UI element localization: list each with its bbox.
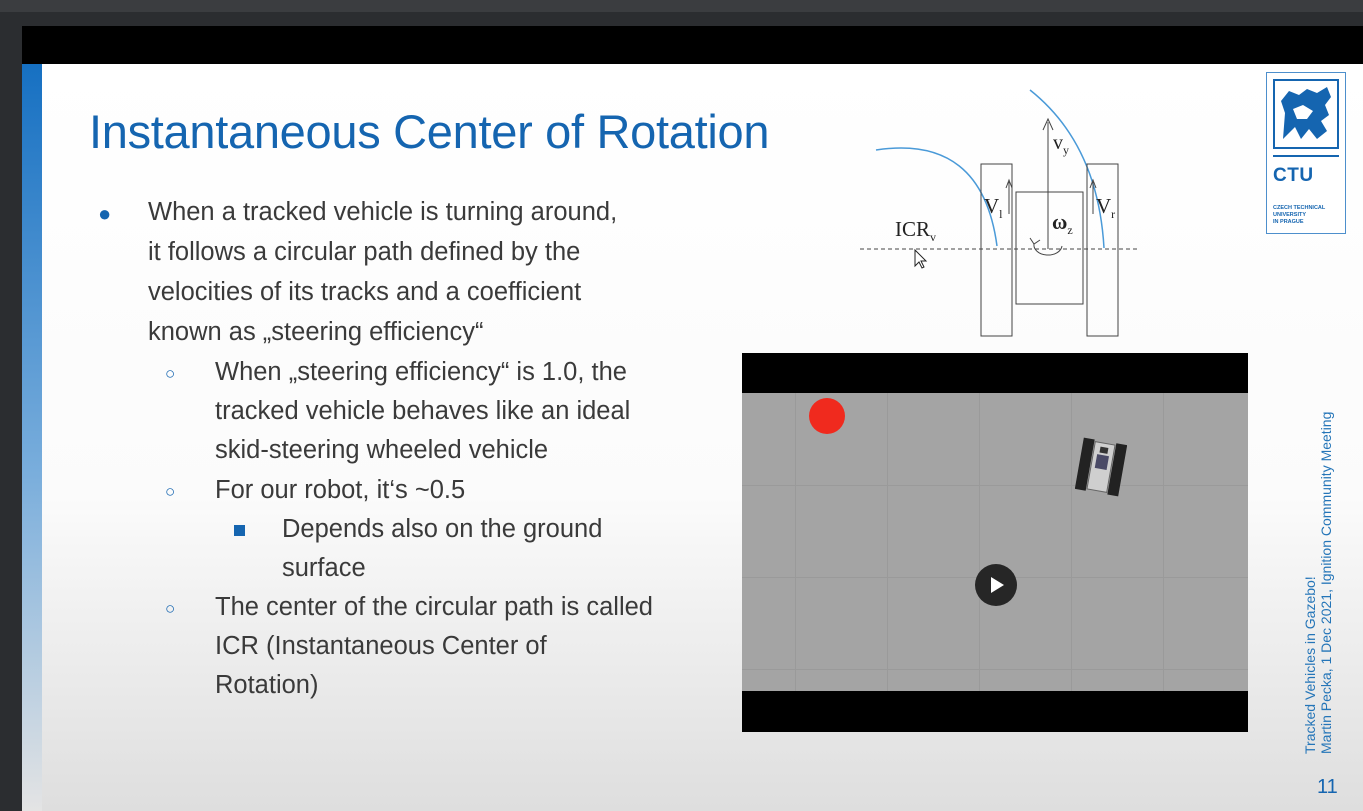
sub-bullet-text-line: ICR (Instantaneous Center of <box>215 632 547 660</box>
footer-line-title: Tracked Vehicles in Gazebo! <box>1302 576 1318 754</box>
logo-full-name: CZECH TECHNICAL UNIVERSITY IN PRAGUE <box>1273 205 1326 225</box>
slide-title: Instantaneous Center of Rotation <box>89 105 770 158</box>
simulation-floor <box>742 393 1248 691</box>
floor-grid-line <box>742 669 1248 670</box>
slide-footer <box>1302 334 1334 754</box>
vehicle-body-outline <box>1016 192 1083 304</box>
bullet-text-line: velocities of its tracks and a coefficient <box>148 278 582 306</box>
ctu-logo <box>1266 72 1346 234</box>
floor-grid-line <box>742 485 1248 486</box>
cursor-icon <box>915 250 926 268</box>
sub-bullet-text-line: For our robot, it‘s ~0.5 <box>215 476 466 504</box>
lion-emblem-icon <box>1273 79 1339 149</box>
tracked-robot <box>1075 433 1127 501</box>
sub-bullet-circle-icon: ○ <box>165 599 176 618</box>
floor-grid-line <box>1071 393 1072 691</box>
wz-label: $\omega_z$ <box>1052 210 1073 237</box>
sub-sub-bullet-text-line: surface <box>282 554 366 582</box>
footer-line-author: Martin Pecka, 1 Dec 2021, Ignition Community Meeting <box>1318 411 1334 754</box>
icr-label: $ICR_v$ <box>895 217 937 244</box>
floor-grid-line <box>887 393 888 691</box>
sub-sub-bullet-text-line: Depends also on the ground <box>282 515 603 543</box>
sub-bullet-text-line: The center of the circular path is called <box>215 593 653 621</box>
logo-abbreviation: CTU <box>1273 165 1314 186</box>
bullet-dot-icon: ● <box>98 201 112 226</box>
browser-top-bar <box>0 0 1363 12</box>
page-number: 11 <box>1317 776 1338 798</box>
sub-bullet-text-line: When „steering efficiency“ is 1.0, the <box>215 358 627 386</box>
play-icon <box>975 564 1017 606</box>
play-button[interactable] <box>975 564 1017 606</box>
floor-grid-line <box>1163 393 1164 691</box>
wz-rotation-arrow-head <box>1030 238 1040 244</box>
bullet-text-line: it follows a circular path defined by the <box>148 238 581 266</box>
bullet-text-line: known as „steering efficiency“ <box>148 318 484 346</box>
vr-label: $V_r$ <box>1096 194 1116 221</box>
floor-grid-line <box>979 393 980 691</box>
vl-label: $V_l$ <box>984 194 1003 221</box>
embedded-video[interactable] <box>742 353 1248 732</box>
presentation-slide <box>22 64 1363 811</box>
left-track-outline <box>981 164 1012 336</box>
video-letterbox-top <box>22 26 1363 64</box>
right-track-outline <box>1087 164 1118 336</box>
sub-bullet-text-line: tracked vehicle behaves like an ideal <box>215 397 631 425</box>
sub-bullet-circle-icon: ○ <box>165 364 176 383</box>
slide-accent-bar <box>22 64 42 811</box>
logo-divider <box>1273 155 1339 157</box>
vy-label: $v_y$ <box>1053 132 1069 157</box>
sub-sub-bullet-square-icon <box>234 525 245 536</box>
sub-bullet-text-line: Rotation) <box>215 671 319 699</box>
floor-grid-line <box>795 393 796 691</box>
sub-bullet-circle-icon: ○ <box>165 482 176 501</box>
icr-diagram <box>852 86 1142 342</box>
bullet-text-line: When a tracked vehicle is turning around, <box>148 198 618 226</box>
sub-bullet-text-line: skid-steering wheeled vehicle <box>215 436 549 464</box>
red-ball <box>809 398 845 434</box>
